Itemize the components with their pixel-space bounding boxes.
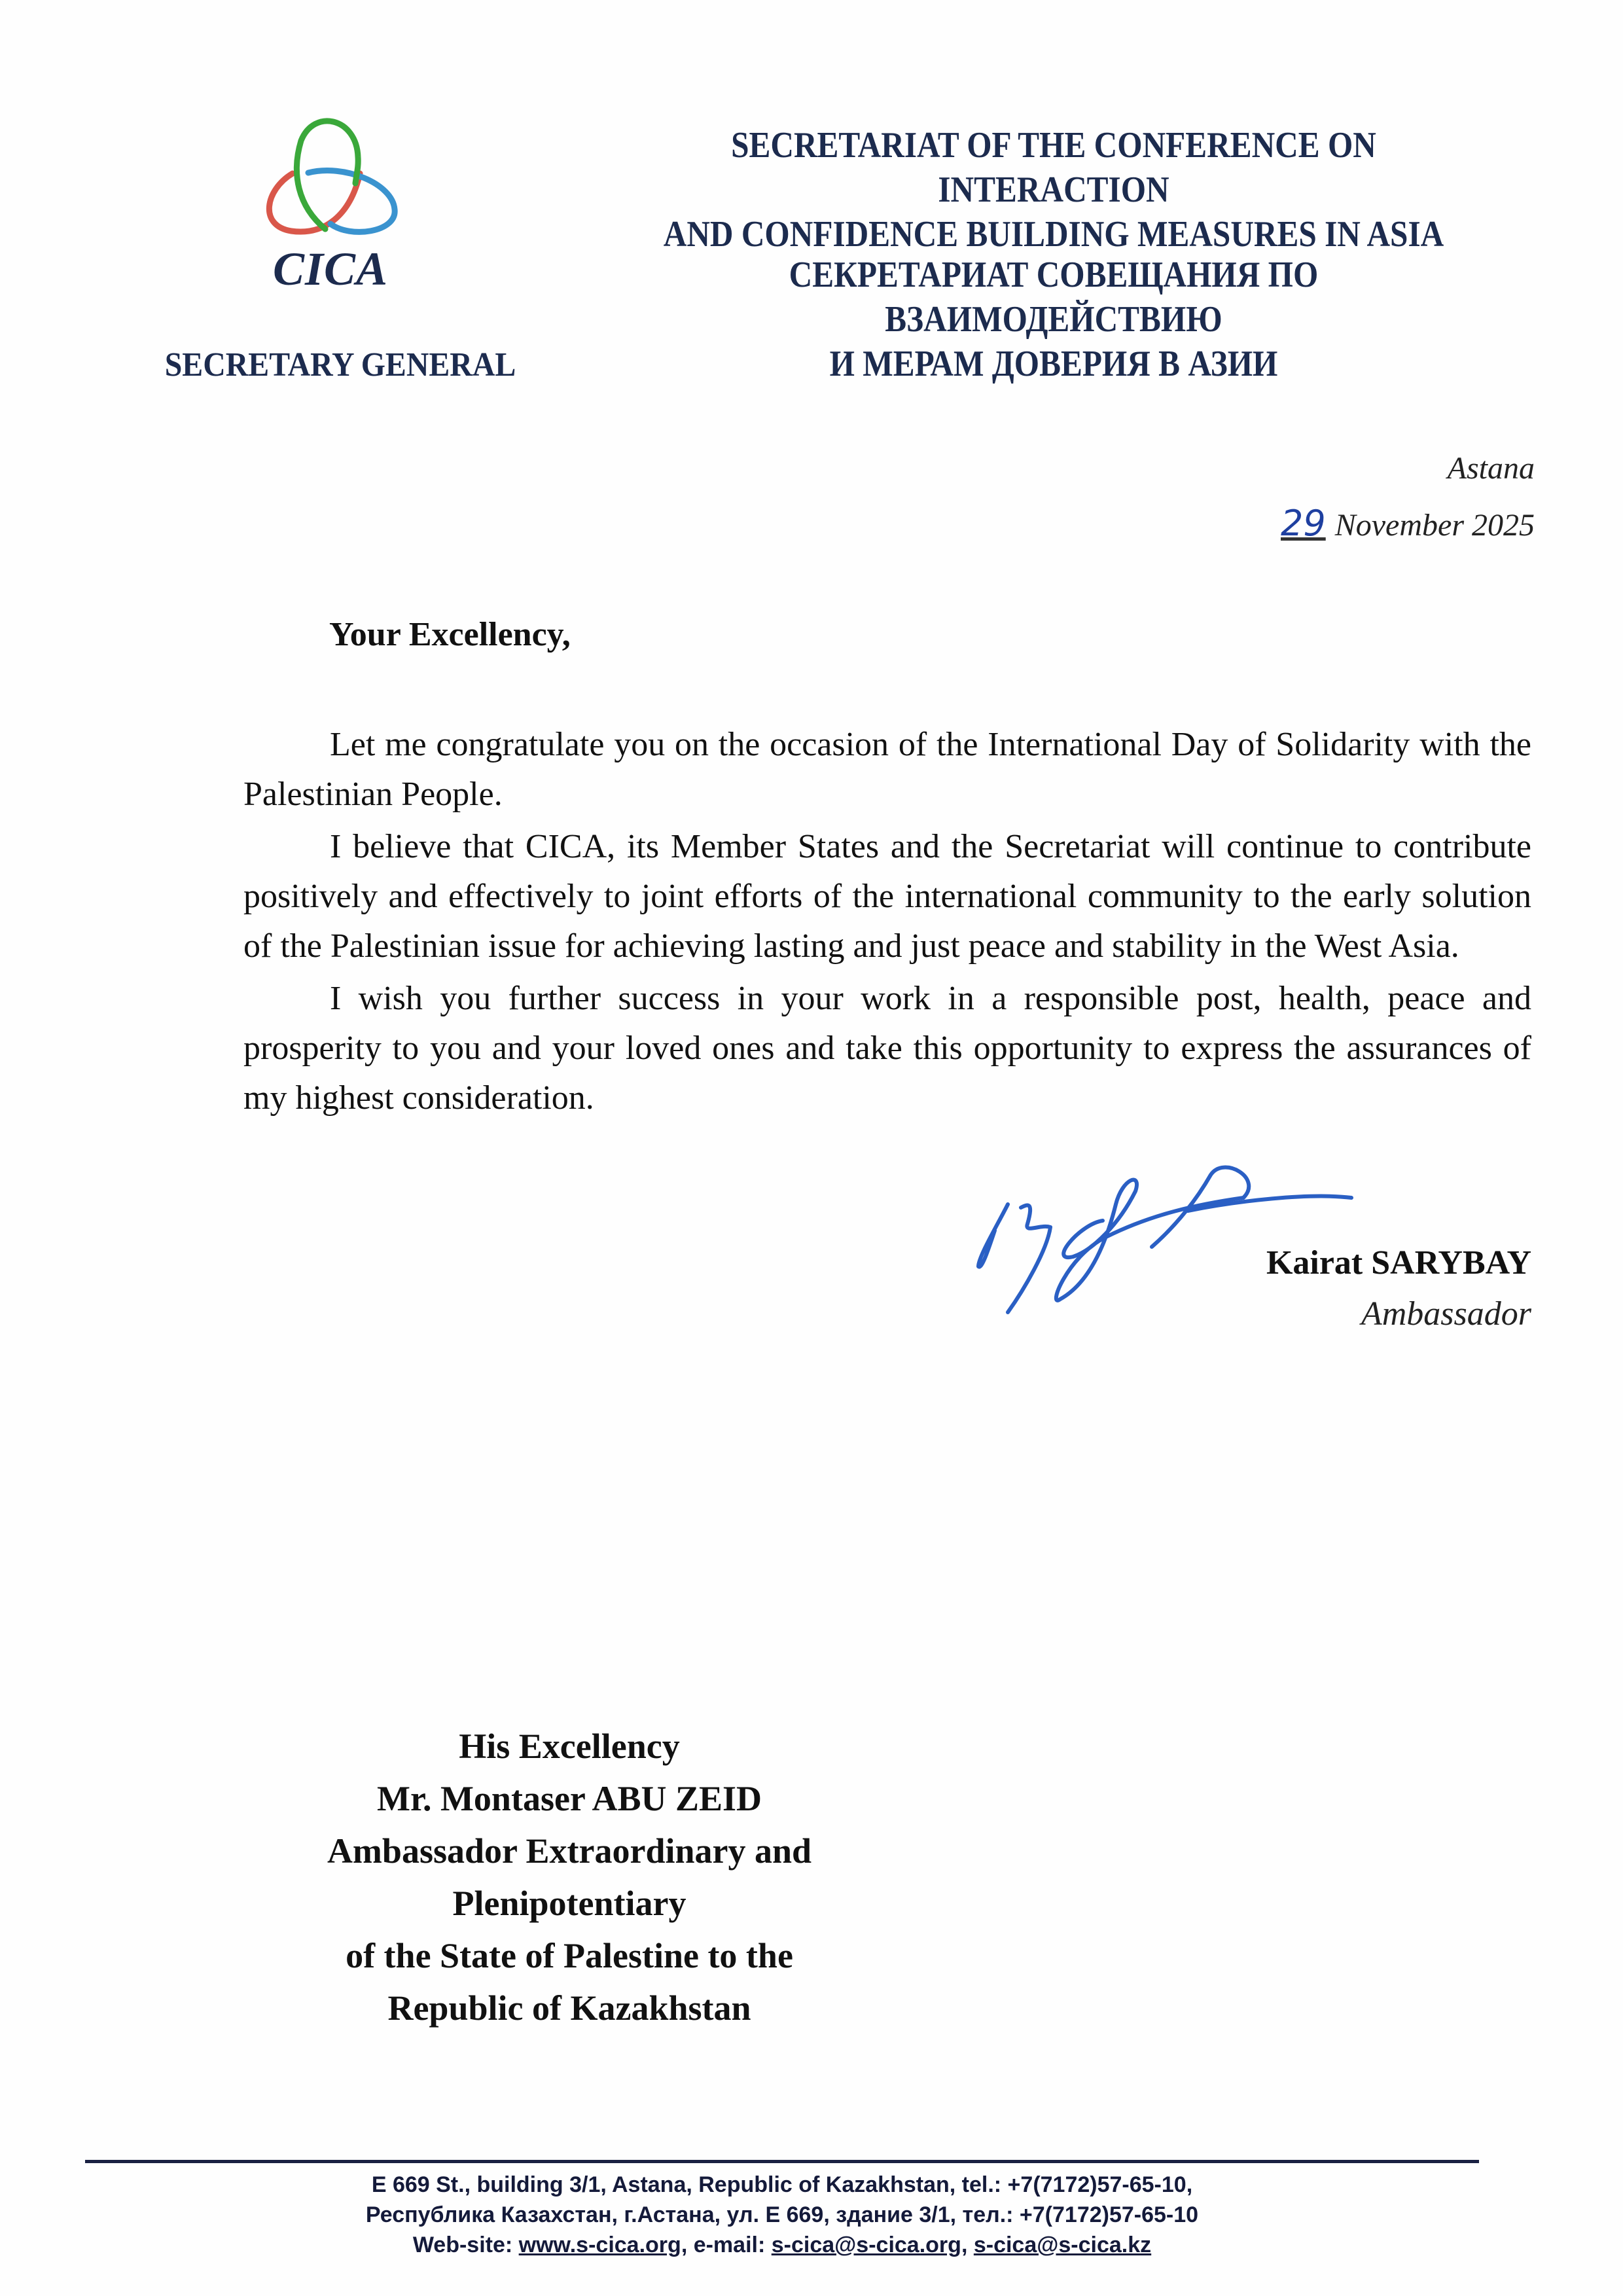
email-link-org[interactable]: s-cica@s-cica.org bbox=[771, 2233, 961, 2257]
letter-body bbox=[243, 720, 1531, 1126]
dateline-place: Astana bbox=[1447, 451, 1535, 486]
org-name-en-line: AND CONFIDENCE BUILDING MEASURES IN ASIA bbox=[663, 214, 1444, 255]
signer-title: Ambassador bbox=[1361, 1295, 1531, 1333]
org-name-ru-line: И МЕРАМ ДОВЕРИЯ В АЗИИ bbox=[829, 344, 1278, 384]
website-link[interactable]: www.s-cica.org bbox=[518, 2233, 681, 2257]
org-name-ru-line: СЕКРЕТАРИАТ СОВЕЩАНИЯ ПО ВЗАИМОДЕЙСТВИЮ bbox=[789, 255, 1319, 340]
email-label: , e-mail: bbox=[681, 2233, 772, 2257]
email-separator: , bbox=[961, 2233, 974, 2257]
office-title: SECRETARY GENERAL bbox=[164, 346, 516, 384]
addressee-line: His Excellency bbox=[459, 1727, 680, 1766]
addressee-line: Mr. Montaser ABU ZEID bbox=[376, 1779, 762, 1818]
addressee-block bbox=[268, 1720, 870, 2034]
footer-contact bbox=[85, 2170, 1479, 2260]
body-paragraph: I believe that CICA, its Member States and the Secretariat will continue to contribute positively and effectively to joint efforts of the international community to the early solution of the Palestinian issue for achieving lasting and just peace and stability in the West Asia. bbox=[243, 828, 1531, 965]
month-year: November 2025 bbox=[1334, 508, 1535, 543]
addressee-line: of the State of Palestine to the bbox=[346, 1936, 793, 1975]
dateline-date bbox=[1281, 503, 1535, 544]
body-paragraph: Let me congratulate you on the occasion of the International Day of Solidarity with the Palestinian People. bbox=[243, 726, 1531, 813]
addressee-line: Ambassador Extraordinary and bbox=[327, 1831, 812, 1871]
salutation: Your Excellency, bbox=[329, 616, 571, 653]
org-name-en-line: SECRETARIAT OF THE CONFERENCE ON INTERACTION bbox=[731, 125, 1376, 210]
body-paragraph: I wish you further success in your work in a responsible post, health, peace and prosperity to you and your loved ones and take this opportunity to express the assurances of my highest consideration. bbox=[243, 980, 1531, 1117]
footer-address-ru: Республика Казахстан, г.Астана, ул. Е 669, здание 3/1, тел.: +7(7172)57-65-10 bbox=[365, 2202, 1199, 2227]
website-label: Web-site: bbox=[412, 2233, 519, 2257]
handwritten-day: 29 bbox=[1281, 503, 1326, 544]
org-name-english bbox=[622, 123, 1486, 257]
footer-address-en: E 669 St., building 3/1, Astana, Republic of Kazakhstan, tel.: +7(7172)57-65-10, bbox=[371, 2172, 1193, 2197]
addressee-line: Republic of Kazakhstan bbox=[387, 1988, 751, 2028]
footer-web-line bbox=[85, 2230, 1479, 2260]
footer-divider bbox=[85, 2160, 1479, 2163]
cica-logo bbox=[252, 111, 409, 301]
cica-trefoil-logo-icon bbox=[252, 111, 409, 242]
logo-wordmark: CICA bbox=[272, 243, 389, 295]
addressee-line: Plenipotentiary bbox=[452, 1884, 687, 1923]
org-name-russian bbox=[622, 253, 1486, 386]
email-link-kz[interactable]: s-cica@s-cica.kz bbox=[973, 2233, 1152, 2257]
signer-name: Kairat SARYBAY bbox=[1266, 1244, 1531, 1282]
